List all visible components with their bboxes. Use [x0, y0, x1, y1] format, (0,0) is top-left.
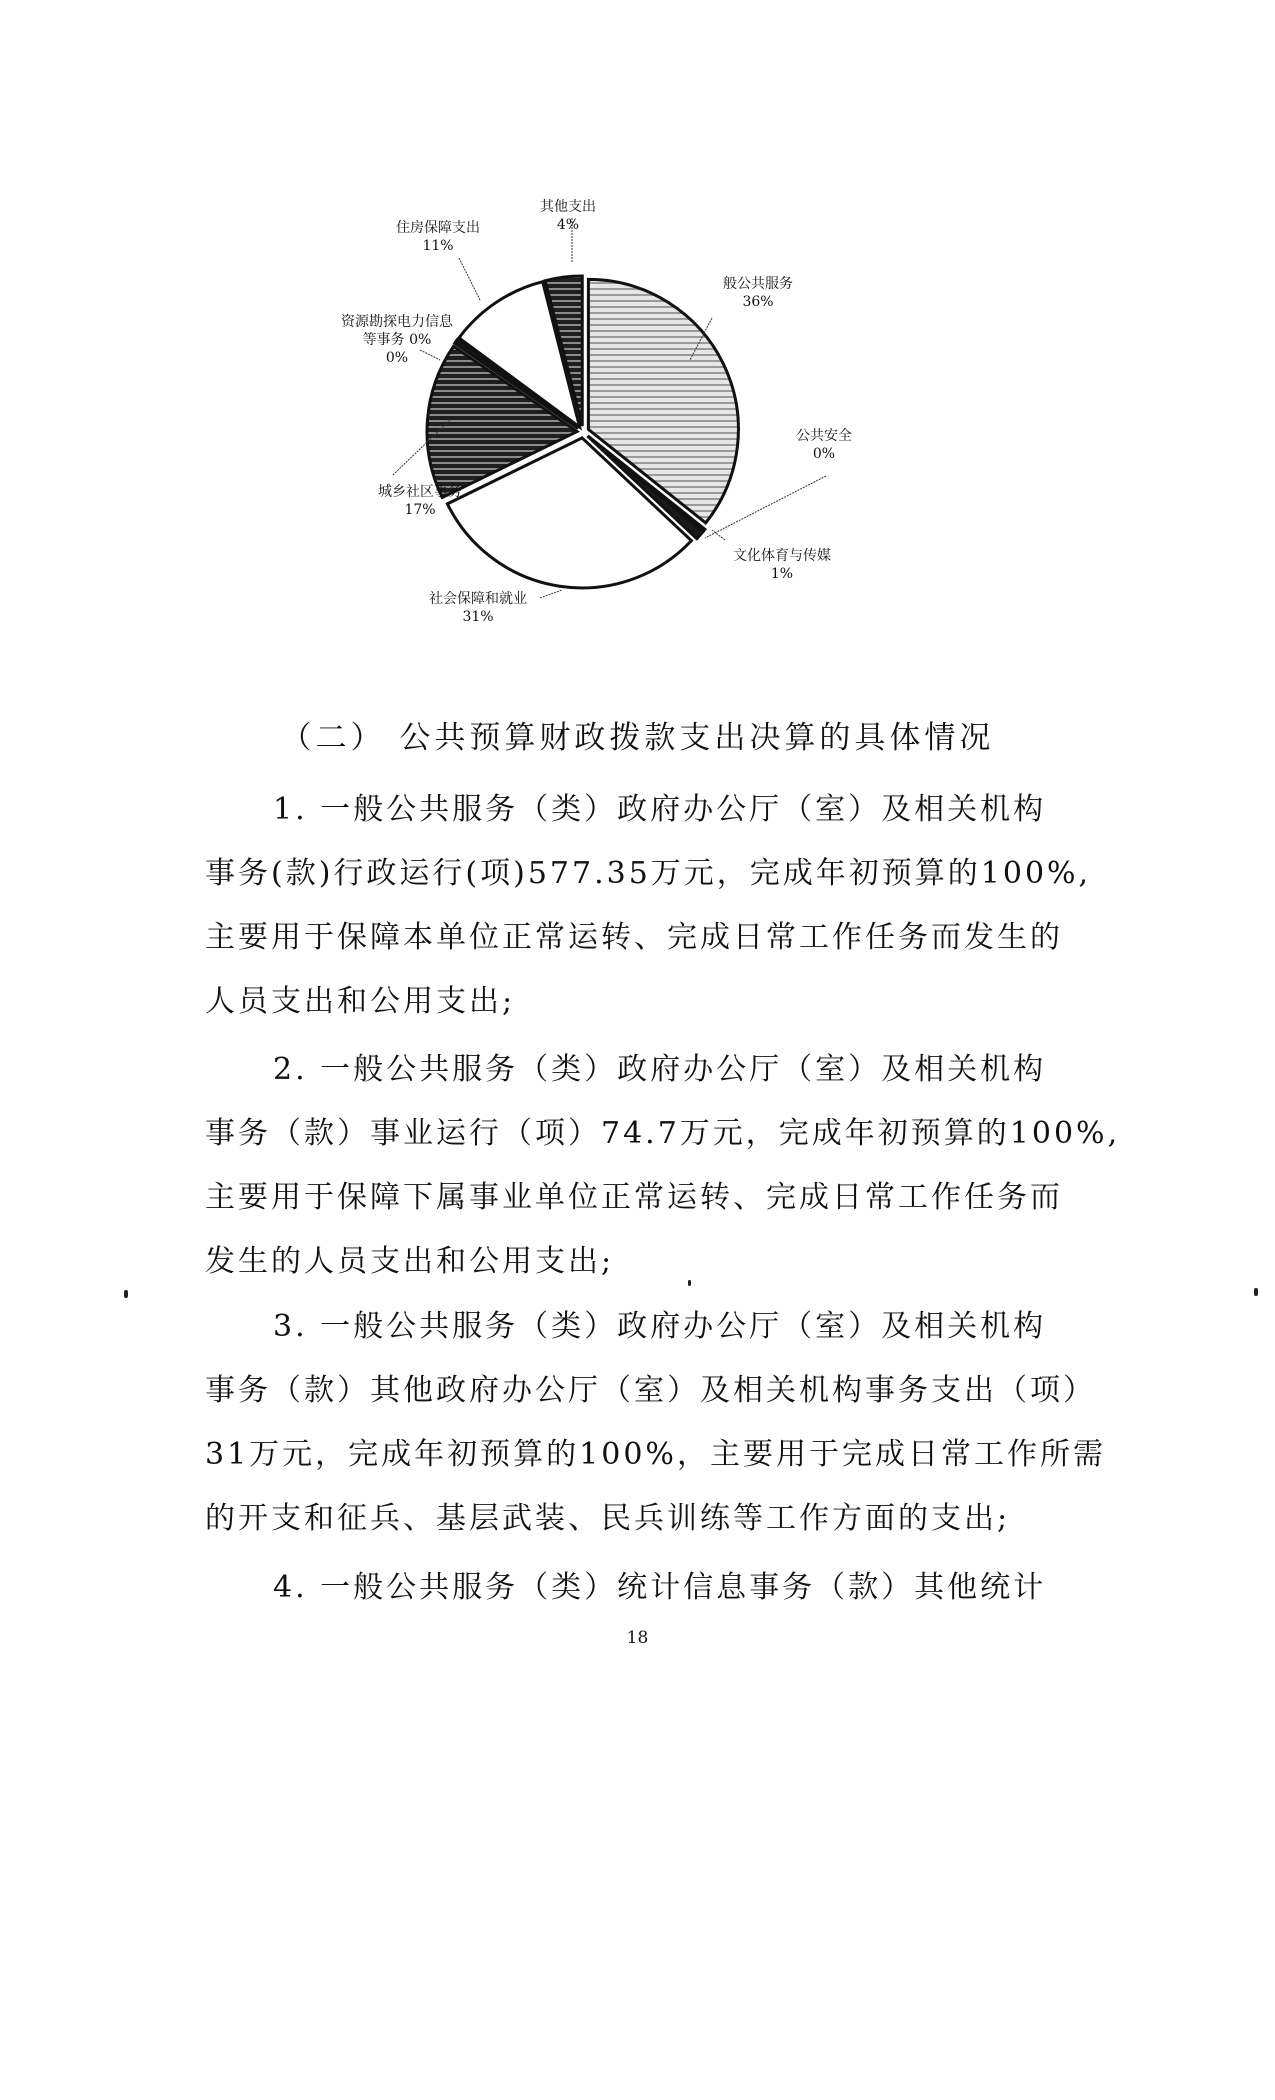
paragraph-line: 事务（款）其他政府办公厅（室）及相关机构事务支出（项） [205, 1373, 1096, 1408]
paragraph-1 [205, 778, 1092, 1034]
paragraph-line: 事务(款)行政运行(项)577.35万元，完成年初预算的100%, [205, 856, 1092, 891]
paragraph-line: 主要用于保障下属事业单位正常运转、完成日常工作任务而 [205, 1180, 1063, 1215]
pie-percent-label: 0% [385, 350, 409, 366]
page-number: 18 [626, 1628, 649, 1648]
pie-percent-label: 1% [770, 566, 794, 582]
paragraph-line: 1. 一般公共服务（类）政府办公厅（室）及相关机构 [273, 792, 1047, 827]
pie-slice-label: 文化体育与传媒 [733, 548, 831, 564]
section-heading: （二） 公共预算财政拨款支出决算的具体情况 [280, 720, 995, 756]
scan-mark [688, 1280, 691, 1286]
pie-slice-label: 社会保障和就业 [429, 591, 527, 607]
paragraph-line: 主要用于保障本单位正常运转、完成日常工作任务而发生的 [205, 920, 1063, 955]
pie-slice-label: 城乡社区事务 [378, 484, 462, 500]
scan-mark [124, 1290, 128, 1298]
pie-leader-line [540, 590, 562, 598]
paragraph-line: 3. 一般公共服务（类）政府办公厅（室）及相关机构 [273, 1309, 1047, 1344]
pie-slice-label: 资源勘探电力信息 [341, 314, 453, 330]
pie-percent-label: 11% [422, 238, 454, 254]
paragraph-line: 人员支出和公用支出; [205, 984, 516, 1019]
pie-slice-label: 等事务 0% [362, 332, 432, 348]
paragraph-line: 2. 一般公共服务（类）政府办公厅（室）及相关机构 [273, 1052, 1047, 1087]
paragraph-line: 31万元，完成年初预算的100%，主要用于完成日常工作所需 [205, 1437, 1106, 1472]
paragraph-2 [205, 1038, 1121, 1294]
pie-leader-line [420, 350, 440, 360]
pie-slice-label: 般公共服务 [723, 276, 793, 292]
pie-slice-label: 公共安全 [796, 428, 852, 444]
pie-percent-label: 31% [462, 609, 494, 625]
paragraph-3 [205, 1295, 1106, 1551]
pie-slice-label: 其他支出 [540, 199, 596, 215]
pie-percent-label: 36% [742, 294, 774, 310]
pie-slice-label: 住房保障支出 [396, 220, 480, 236]
paragraph-line: 4. 一般公共服务（类）统计信息事务（款）其他统计 [273, 1570, 1047, 1605]
expenditure-pie-chart [0, 0, 1275, 700]
pie-percent-label: 17% [404, 502, 436, 518]
pie-percent-label: 0% [812, 446, 836, 462]
pie-leader-line [459, 258, 480, 300]
pie-percent-label: 4% [556, 217, 580, 233]
paragraph-line: 事务（款）事业运行（项）74.7万元，完成年初预算的100%, [205, 1116, 1121, 1151]
paragraph-4 [205, 1556, 1075, 1620]
scan-mark [1254, 1288, 1258, 1296]
paragraph-line: 发生的人员支出和公用支出; [205, 1244, 615, 1279]
paragraph-line: 的开支和征兵、基层武装、民兵训练等工作方面的支出; [205, 1501, 1011, 1536]
